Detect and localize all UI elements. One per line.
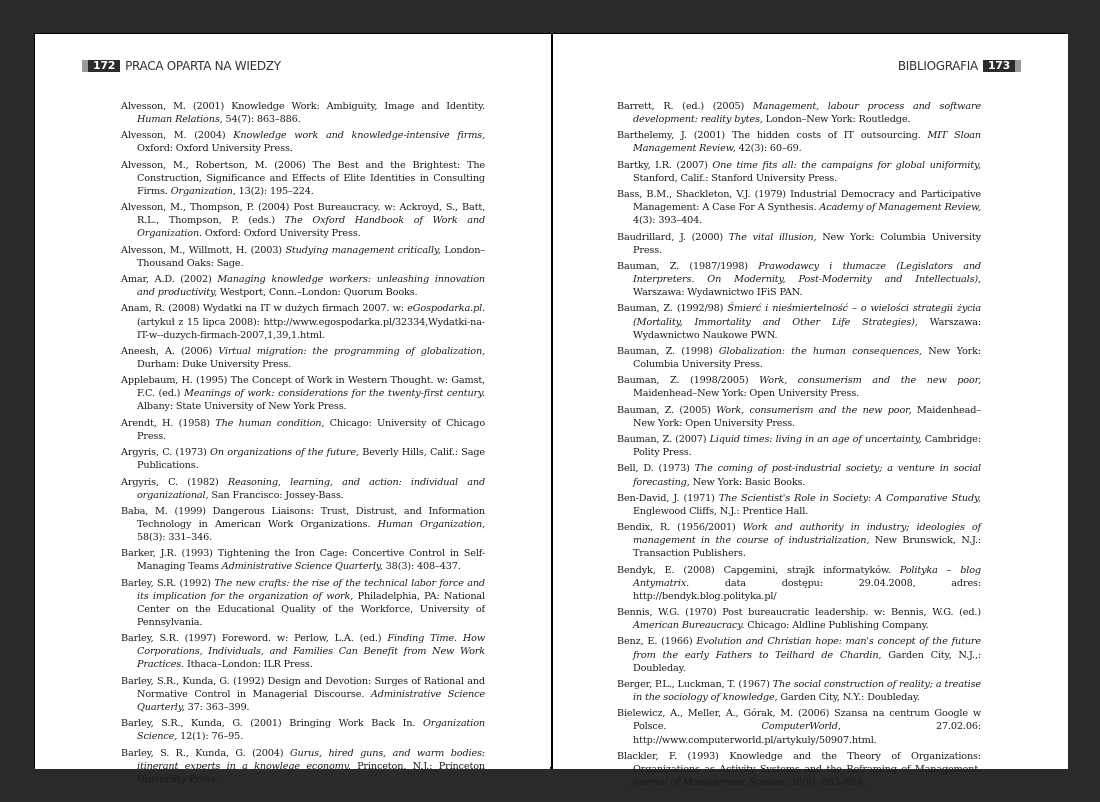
reference-entry xyxy=(617,433,981,459)
reference-italic-title: Work, consumerism and the new poor, xyxy=(716,404,912,416)
reference-text: 38(3): 408–437. xyxy=(382,561,461,573)
reference-italic-title: Human Organization, xyxy=(377,518,486,530)
reference-italic-title: Administrative Science Quarterly, xyxy=(221,561,383,573)
reference-text: Westport, Conn.–London: Quorum Books. xyxy=(217,287,418,299)
reference-italic-title: eGospodarka.pl. xyxy=(407,303,485,315)
reference-italic-title: Administrative Science Quarterly, xyxy=(137,688,485,713)
reference-entry xyxy=(121,302,485,341)
reference-italic-title: Gurus, hired guns, and warm bodies: itinerant experts in a knowlege economy, xyxy=(137,747,485,772)
reference-italic-title: MIT Sloan Management Review, xyxy=(633,130,981,155)
reference-text: Bass, B.M., Shackleton, V.J. (1979) Industrial Democracy and Participative Management: A Case For A Synthesis. xyxy=(617,189,981,214)
left-running-head xyxy=(82,58,281,74)
reference-text: 42(3): 60–69. xyxy=(735,143,802,155)
reference-text: Baudrillard, J. (2000) xyxy=(617,231,729,243)
reference-italic-title: Reasoning, learning, and action: individual and organizational, xyxy=(137,476,486,501)
reference-italic-title: The vital illusion, xyxy=(728,231,817,243)
reference-text: Alvesson, M., Robertson, M. (2006) The Best and the Brightest: The Construction, Significance and Effects of Elite Identities in Consulting Firms. xyxy=(121,159,485,197)
reference-text: Bauman, Z. (2007) xyxy=(617,434,710,446)
reference-text: Baba, M. (1999) Dangerous Liaisons: Trust, Distrust, and Information Technology in American Work Organizations. xyxy=(121,505,485,530)
left-page xyxy=(35,34,550,785)
reference-entry xyxy=(617,750,981,789)
reference-entry xyxy=(121,675,485,714)
reference-italic-title: Knowledge work and knowledge-intensive firms, xyxy=(233,130,485,142)
reference-text: Bauman, Z. (1987/1998) xyxy=(617,260,759,272)
reference-italic-title: Śmierć i nieśmiertelność – o wielości strategii życia (Mortality, Immortality and Other Life Strategies), xyxy=(633,303,981,328)
reference-italic-title: Meanings of work: considerations for the twenty-first century. xyxy=(183,388,485,400)
reference-text: Barker, J.R. (1993) Tightening the Iron Cage: Concertive Control in Self-Managing Teams xyxy=(121,548,485,573)
reference-text: Bennis, W.G. (1970) Post bureaucratic leadership. w: Bennis, W.G. (ed.) xyxy=(617,607,981,619)
reference-text: Argyris, C. (1973) xyxy=(121,447,211,459)
reference-entry xyxy=(617,606,981,632)
reference-italic-title: American Bureaucracy. xyxy=(633,620,745,632)
reference-entry xyxy=(121,201,485,240)
reference-italic-title: Human Relations, xyxy=(137,114,223,126)
reference-text: Beverly Hills, Calif.: Sage Publications. xyxy=(137,447,485,472)
reference-text: Warszawa: Wydawnictwo IFiS PAN. xyxy=(633,287,803,299)
reference-text: 54(7): 863–886. xyxy=(222,114,301,126)
right-reference-list xyxy=(617,100,981,792)
reference-entry xyxy=(121,577,485,629)
reference-text: Philadelphia, PA: National Center on the Educational Quality of the Workforce, University of Pennsylvania. xyxy=(137,590,485,628)
reference-italic-title: Finding Time. How Corporations, Individuals, and Families Can Benefit from New Work Practices. xyxy=(137,633,485,671)
left-running-title: PRACA OPARTA NA WIEDZY xyxy=(125,59,281,73)
reference-text: 58(3): 331–346. xyxy=(137,532,213,544)
reference-text: 4(3): 393–404. xyxy=(633,215,703,227)
reference-entry xyxy=(121,100,485,126)
reference-text: Barley, S.R., Kunda, G. (2001) Bringing Work Back In. xyxy=(121,718,423,730)
reference-text: Bauman, Z. (1998/2005) xyxy=(617,375,760,387)
reference-entry xyxy=(121,417,485,443)
left-reference-list xyxy=(121,100,485,789)
reference-entry xyxy=(617,492,981,518)
reference-italic-title: Polityka – blog Antymatrix. xyxy=(633,564,981,589)
reference-text: 27.02.06: http://www.computerworld.pl/artykuly/50907.html. xyxy=(633,721,981,746)
reference-text: Bauman, Z. (1998) xyxy=(617,345,719,357)
reference-text: Barley, S. R., Kunda, G. (2004) xyxy=(121,747,290,759)
reference-italic-title: On organizations of the future, xyxy=(210,447,359,459)
reference-text: Chicago: Aldline Publishing Company. xyxy=(744,620,929,632)
reference-text: Oxford: Oxford University Press. xyxy=(201,228,361,240)
reference-text: Englewood Cliffs, N.J.: Prentice Hall. xyxy=(633,505,809,517)
reference-text: New Brunswick, N.J.: Transaction Publishers. xyxy=(633,535,981,560)
left-page-number: 172 xyxy=(82,60,120,72)
reference-entry xyxy=(121,159,485,198)
reference-text: Bartky, I.R. (2007) xyxy=(617,159,713,171)
reference-text: Maidenhead–New York: Open University Press. xyxy=(633,388,860,400)
reference-text: 12(1): 76–95. xyxy=(177,731,244,743)
reference-entry xyxy=(121,273,485,299)
reference-italic-title: ComputerWorld, xyxy=(761,721,841,733)
reference-italic-title: Studying management critically, xyxy=(285,244,441,256)
reference-text: Barley, S.R. (1997) Foreword. w: Perlow, L.A. (ed.) xyxy=(121,633,388,645)
reference-text: Albany: State University of New York Press. xyxy=(137,401,347,413)
reference-text: Maidenhead–New York: Open University Press. xyxy=(633,404,981,429)
reference-italic-title: Prawodawcy i tłumacze (Legislators and Interpreters. On Modernity, Post-Modernity and Intellectuals), xyxy=(633,260,981,286)
reference-text: Bauman, Z. (1992/98) xyxy=(617,303,728,315)
reference-entry xyxy=(121,717,485,743)
reference-entry xyxy=(121,244,485,270)
reference-text: Alvesson, M., Willmott, H. (2003) xyxy=(121,244,286,256)
reference-italic-title: The human condition, xyxy=(215,417,325,429)
reference-entry xyxy=(617,302,981,341)
reference-text: Ithaca–London: ILR Press. xyxy=(184,659,313,671)
reference-entry xyxy=(121,374,485,413)
reference-text: Berger, P.L., Luckman, T. (1967) xyxy=(617,678,773,690)
reference-text: Stanford, Calif.: Stanford University Press. xyxy=(633,172,838,184)
right-page-number: 173 xyxy=(983,60,1021,72)
reference-entry xyxy=(617,707,981,746)
reference-italic-title: Liquid times: living in an age of uncertainty, xyxy=(709,434,922,446)
right-running-title: BIBLIOGRAFIA xyxy=(897,59,978,73)
reference-italic-title: Organization Science, xyxy=(137,718,485,743)
reference-text: Chicago: University of Chicago Press. xyxy=(137,417,486,442)
reference-text: Garden City, N.J.,: Doubleday. xyxy=(633,649,981,674)
reference-text: (artykuł z 15 lipca 2008): http://www.egospodarka.pl/32334,Wydatki-na-IT-w--duzych-firmach-2007,1,39,1.html. xyxy=(137,316,485,341)
reference-text: Barthelemy, J. (2001) The hidden costs of IT outsourcing. xyxy=(617,130,928,142)
reference-text: Oxford: Oxford University Press. xyxy=(137,143,293,155)
reference-text: Ben-David, J. (1971) xyxy=(617,492,719,504)
reference-text: Barrett, R. (ed.) (2005) xyxy=(617,101,753,112)
right-running-head xyxy=(898,58,1021,74)
reference-entry xyxy=(617,260,981,299)
reference-text: Durham: Duke University Press. xyxy=(137,359,292,370)
reference-text: Princeton, N.J.: Princeton University Press. xyxy=(137,760,485,785)
reference-text: Bendix, R. (1956/2001) xyxy=(617,522,743,534)
book-spread xyxy=(34,33,1066,788)
reference-italic-title: The social construction of reality; a treatise in the sociology of knowledge, xyxy=(633,678,981,704)
reference-text: Blackler, F. (1993) Knowledge and the Theory of Organizations: Organizations as Activity Systems and the Reframing of Management. xyxy=(617,750,981,775)
reference-italic-title: Managing knowledge workers: unleashing innovation and productivity, xyxy=(137,274,485,299)
reference-text: New York: Columbia University Press. xyxy=(633,345,981,370)
reference-italic-title: The Scientist's Role in Society: A Comparative Study, xyxy=(718,492,981,504)
reference-text: Bendyk, E. (2008) Capgemini, strajk informatyków. xyxy=(617,564,900,576)
reference-text: Bauman, Z. (2005) xyxy=(617,404,717,416)
reference-italic-title: The coming of post-industrial society; a venture in social forecasting, xyxy=(633,463,981,488)
reference-entry xyxy=(617,159,981,185)
reference-italic-title: The Oxford Handbook of Work and Organization. xyxy=(137,215,485,240)
reference-text: Bell, D. (1973) xyxy=(617,463,695,475)
reference-italic-title: Evolution and Christian hope: man's concept of the future from the early Fathers to Teilhard de Chardin, xyxy=(633,636,981,661)
reference-italic-title: Journal of Management Studies, xyxy=(633,776,788,788)
reference-text: Arendt, H. (1958) xyxy=(121,417,216,429)
reference-italic-title: Work and authority in industry; ideologies of management in the course of industrialization, xyxy=(633,522,981,547)
reference-entry xyxy=(617,231,981,257)
reference-text: 13(2): 195–224. xyxy=(235,185,314,197)
reference-text: Warszawa: Wydawnictwo Naukowe PWN. xyxy=(633,316,981,341)
reference-text: New York: Basic Books. xyxy=(689,476,806,488)
reference-entry xyxy=(121,476,485,502)
reference-italic-title: Globalization: the human consequences, xyxy=(718,345,922,357)
reference-text: Benz, E. (1966) xyxy=(617,636,697,648)
reference-entry xyxy=(617,129,981,155)
reference-entry xyxy=(617,678,981,704)
reference-entry xyxy=(617,345,981,371)
reference-text: Barley, S.R. (1992) xyxy=(121,577,215,589)
reference-text: Garden City, N.Y.: Doubleday. xyxy=(777,692,920,704)
reference-entry xyxy=(617,635,981,674)
reference-text: Argyris, C. (1982) xyxy=(121,476,228,488)
reference-italic-title: Virtual migration: the programming of globalization, xyxy=(218,345,485,357)
reference-entry xyxy=(617,188,981,227)
right-page xyxy=(551,34,1068,788)
reference-text: 37: 363–399. xyxy=(184,701,250,713)
reference-italic-title: Management, labour process and software development: reality bytes, xyxy=(633,101,982,126)
reference-text: Cambridge: Polity Press. xyxy=(633,434,982,459)
reference-italic-title: Work, consumerism and the new poor, xyxy=(759,375,981,387)
reference-italic-title: Organization, xyxy=(170,185,236,197)
reference-text: London–Thousand Oaks: Sage. xyxy=(137,244,485,269)
reference-text: 30(6): 863–884. xyxy=(787,776,866,788)
reference-text: Bielewicz, A., Meller, A., Górak, M. (2006) Szansa na centrum Google w Polsce. xyxy=(617,708,981,733)
reference-entry xyxy=(617,404,981,430)
reference-text: San Francisco: Jossey-Bass. xyxy=(208,489,344,501)
reference-italic-title: One time fits all: the campaigns for global uniformity, xyxy=(712,159,981,171)
reference-entry xyxy=(121,345,485,371)
reference-text: Barley, S.R., Kunda, G. (1992) Design and Devotion: Surges of Rational and Normative Control in Managerial Discourse. xyxy=(121,675,485,700)
reference-italic-title: The new crafts: the rise of the technical labor force and its implication for the organization of work, xyxy=(137,577,485,602)
reference-text: Alvesson, M., Thompson, P. (2004) Post Bureaucracy. w: Ackroyd, S., Batt, R.L., Thompson, P. (eds.) xyxy=(121,202,485,227)
reference-entry xyxy=(121,505,485,544)
reference-text: London–New York: Routledge. xyxy=(762,114,911,126)
reference-entry xyxy=(121,446,485,472)
reference-text: Alvesson, M. (2001) Knowledge Work: Ambiguity, Image and Identity. xyxy=(121,101,485,112)
reference-text: data dostępu: 29.04.2008, adres: http://bendyk.blog.polityka.pl/ xyxy=(633,577,981,602)
reference-entry xyxy=(617,100,981,126)
reference-text: Anam, R. (2008) Wydatki na IT w dużych firmach 2007. w: xyxy=(121,303,408,315)
reference-entry xyxy=(617,462,981,488)
reference-entry xyxy=(617,564,981,603)
reference-entry xyxy=(121,747,485,786)
reference-entry xyxy=(121,632,485,671)
reference-entry xyxy=(121,547,485,573)
reference-italic-title: Academy of Management Review, xyxy=(819,202,981,214)
reference-text: Applebaum, H. (1995) The Concept of Work in Western Thought. w: Gamst, F.C. (ed.) xyxy=(121,375,485,400)
reference-text: Amar, A.D. (2002) xyxy=(121,274,218,286)
reference-entry xyxy=(121,129,485,155)
reference-entry xyxy=(617,374,981,400)
reference-text: Alvesson, M. (2004) xyxy=(121,130,234,142)
reference-entry xyxy=(617,521,981,560)
reference-text: Aneesh, A. (2006) xyxy=(121,345,219,357)
reference-text: New York: Columbia University Press. xyxy=(633,231,981,256)
